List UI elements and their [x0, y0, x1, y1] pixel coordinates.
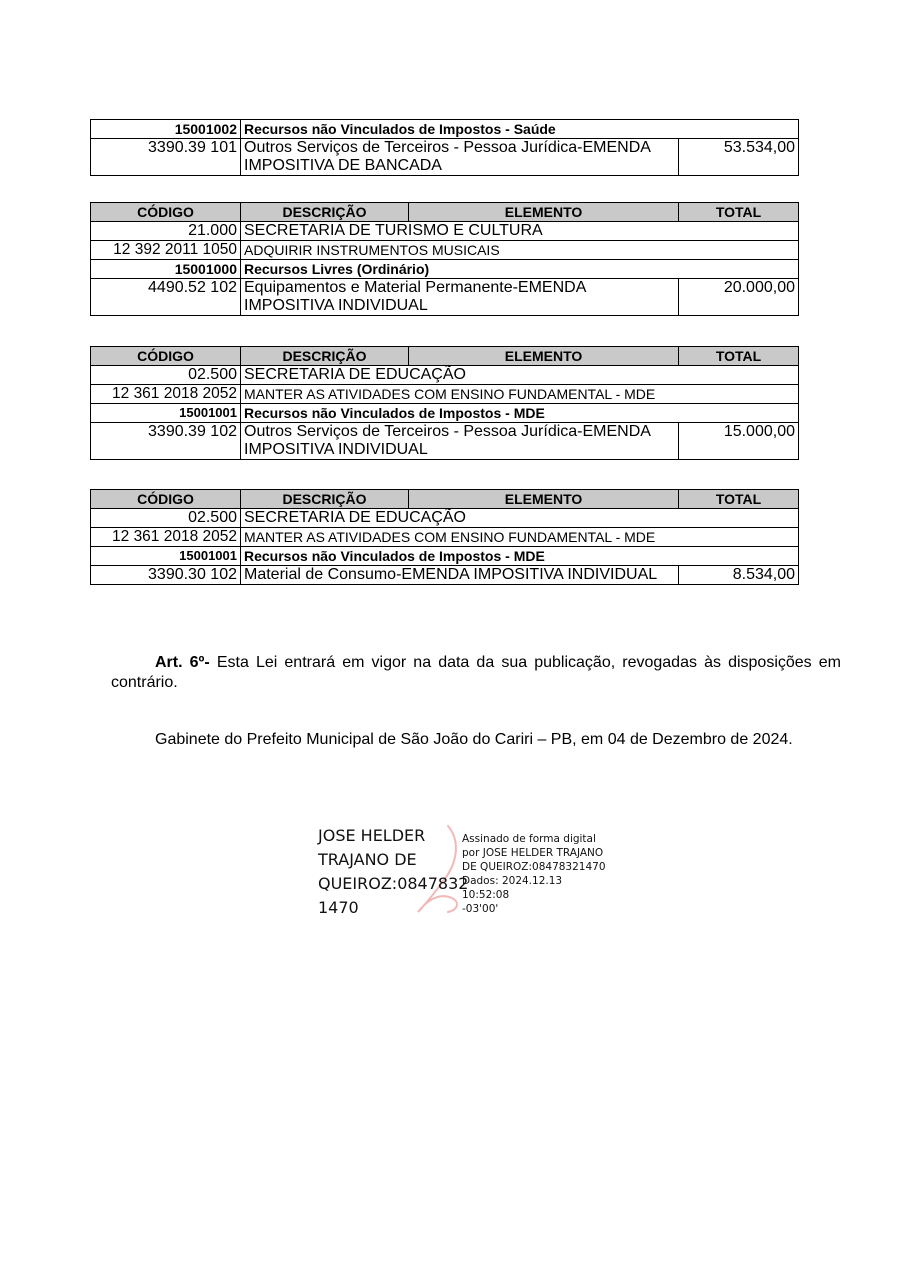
elemento-total: 20.000,00	[679, 279, 799, 316]
fonte-row	[91, 404, 799, 423]
fonte-row	[91, 260, 799, 279]
elemento-code: 3390.30 102	[91, 566, 241, 585]
fonte-row	[91, 547, 799, 566]
fonte-description: Recursos não Vinculados de Impostos - MDE	[241, 547, 799, 566]
signer-name-line: 1470	[318, 898, 359, 917]
fonte-description: Recursos Livres (Ordinário)	[241, 260, 799, 279]
acao-row	[91, 385, 799, 404]
acao-description: MANTER AS ATIVIDADES COM ENSINO FUNDAMENTAL - MDE	[241, 528, 799, 547]
budget-table-saude-continuation	[90, 119, 799, 176]
signature-info-line: Assinado de forma digital	[462, 833, 596, 845]
signature-info-line: -03'00'	[462, 903, 499, 915]
orgao-row	[91, 366, 799, 385]
fonte-description: Recursos não Vinculados de Impostos - MDE	[241, 404, 799, 423]
signer-name-line: JOSE HELDER	[318, 826, 426, 845]
acao-code: 12 361 2018 2052	[91, 528, 241, 547]
header-elemento: ELEMENTO	[409, 490, 679, 509]
orgao-description: SECRETARIA DE EDUCAÇÃO	[241, 509, 799, 528]
signer-name-line: TRAJANO DE	[318, 850, 417, 869]
elemento-total: 15.000,00	[679, 423, 799, 460]
header-total: TOTAL	[679, 203, 799, 222]
budget-table-educacao-servicos	[90, 346, 799, 460]
orgao-description: SECRETARIA DE EDUCAÇÃO	[241, 366, 799, 385]
fonte-row	[91, 120, 799, 139]
orgao-code: 02.500	[91, 366, 241, 385]
header-total: TOTAL	[679, 490, 799, 509]
acao-code: 12 392 2011 1050	[91, 241, 241, 260]
header-elemento: ELEMENTO	[409, 203, 679, 222]
fonte-code: 15001002	[91, 120, 241, 139]
budget-table-educacao-consumo	[90, 489, 799, 585]
elemento-row	[91, 566, 799, 585]
table-header	[91, 347, 799, 366]
article-6-paragraph	[111, 653, 841, 693]
header-descricao: DESCRIÇÃO	[241, 490, 409, 509]
elemento-description: Material de Consumo-EMENDA IMPOSITIVA INDIVIDUAL	[241, 566, 679, 585]
closing-line: Gabinete do Prefeito Municipal de São João do Cariri – PB, em 04 de Dezembro de 2024.	[155, 731, 793, 748]
elemento-description: Outros Serviços de Terceiros - Pessoa Jurídica-EMENDA IMPOSITIVA DE BANCADA	[241, 139, 679, 176]
elemento-total: 53.534,00	[679, 139, 799, 176]
orgao-description: SECRETARIA DE TURISMO E CULTURA	[241, 222, 799, 241]
acao-row	[91, 528, 799, 547]
signature-info-line: Dados: 2024.12.13 10:52:08	[462, 875, 563, 901]
elemento-code: 3390.39 101	[91, 139, 241, 176]
elemento-row	[91, 279, 799, 316]
elemento-row	[91, 423, 799, 460]
acao-row	[91, 241, 799, 260]
elemento-code: 3390.39 102	[91, 423, 241, 460]
orgao-code: 02.500	[91, 509, 241, 528]
table-header	[91, 203, 799, 222]
header-total: TOTAL	[679, 347, 799, 366]
acao-code: 12 361 2018 2052	[91, 385, 241, 404]
signature-info-line: por JOSE HELDER TRAJANO	[462, 847, 604, 859]
signature-info	[462, 832, 612, 916]
orgao-row	[91, 222, 799, 241]
orgao-code: 21.000	[91, 222, 241, 241]
elemento-total: 8.534,00	[679, 566, 799, 585]
header-codigo: CÓDIGO	[91, 347, 241, 366]
elemento-row	[91, 139, 799, 176]
signer-name	[318, 824, 469, 920]
fonte-code: 15001000	[91, 260, 241, 279]
header-elemento: ELEMENTO	[409, 347, 679, 366]
fonte-code: 15001001	[91, 404, 241, 423]
header-codigo: CÓDIGO	[91, 490, 241, 509]
signer-name-line: QUEIROZ:0847832	[318, 874, 469, 893]
acao-description: ADQUIRIR INSTRUMENTOS MUSICAIS	[241, 241, 799, 260]
elemento-description: Equipamentos e Material Permanente-EMENDA IMPOSITIVA INDIVIDUAL	[241, 279, 679, 316]
orgao-row	[91, 509, 799, 528]
table-header	[91, 490, 799, 509]
elemento-code: 4490.52 102	[91, 279, 241, 316]
article-text: Esta Lei entrará em vigor na data da sua publicação, revogadas às disposições em contrário.	[111, 654, 842, 691]
header-descricao: DESCRIÇÃO	[241, 347, 409, 366]
article-label: Art. 6º-	[155, 654, 210, 671]
fonte-code: 15001001	[91, 547, 241, 566]
budget-table-turismo	[90, 202, 799, 316]
header-codigo: CÓDIGO	[91, 203, 241, 222]
header-descricao: DESCRIÇÃO	[241, 203, 409, 222]
fonte-description: Recursos não Vinculados de Impostos - Saúde	[241, 120, 799, 139]
acao-description: MANTER AS ATIVIDADES COM ENSINO FUNDAMENTAL - MDE	[241, 385, 799, 404]
elemento-description: Outros Serviços de Terceiros - Pessoa Jurídica-EMENDA IMPOSITIVA INDIVIDUAL	[241, 423, 679, 460]
signature-info-line: DE QUEIROZ:08478321470	[462, 861, 606, 873]
